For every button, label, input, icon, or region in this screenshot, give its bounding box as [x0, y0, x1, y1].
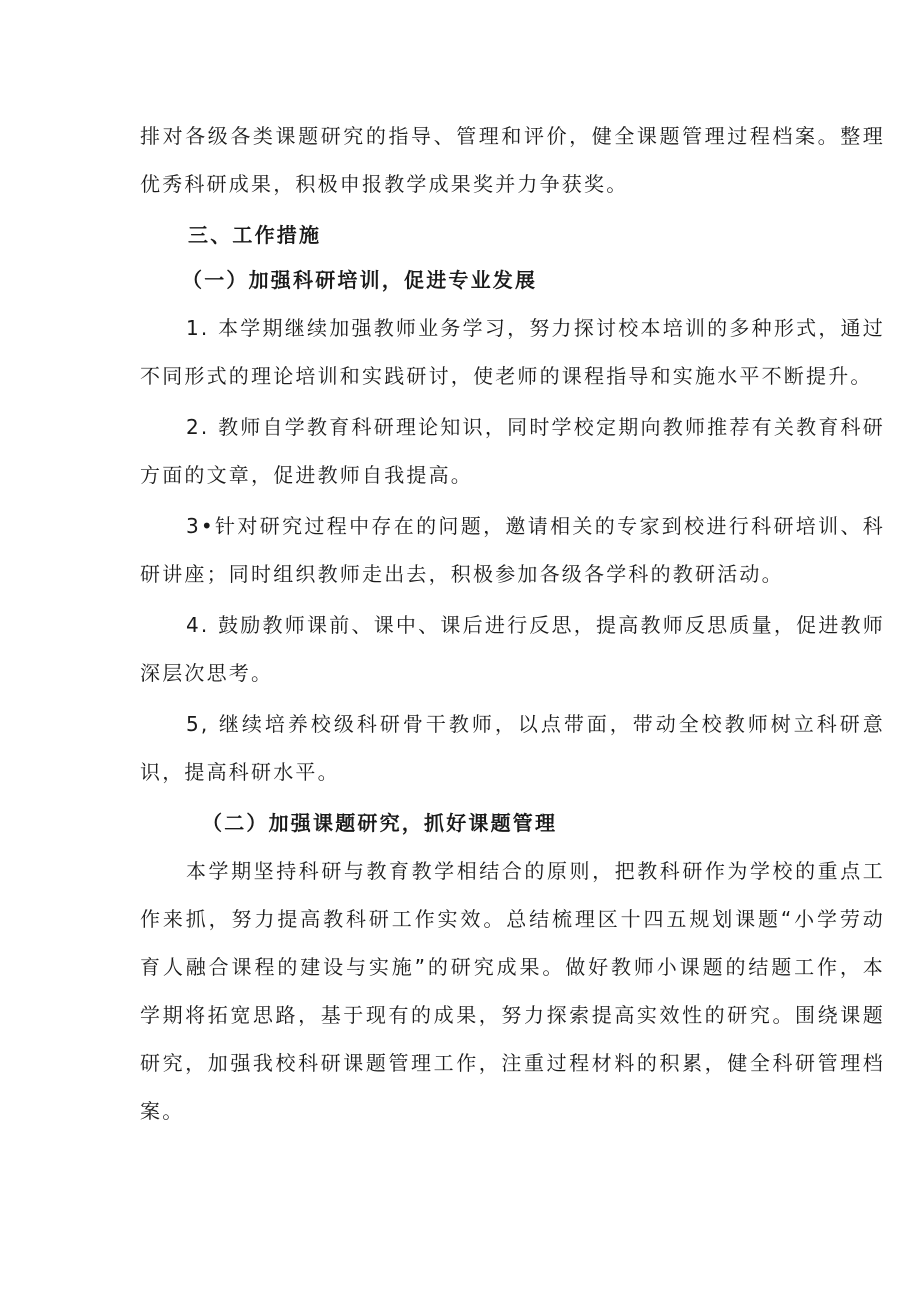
subsection-heading-1: （一）加强科研培训，促进专业发展	[182, 268, 538, 292]
list-item-4: 4. 鼓励教师课前、课中、课后进行反思，提高教师反思质量，促进教师深层次思考。	[140, 613, 885, 685]
subsection-heading-2: （二）加强课题研究，抓好课题管理	[202, 811, 558, 835]
subsection-2-paragraph: 本学期坚持科研与教育教学相结合的原则，把教科研作为学校的重点工作来抓，努力提高教科研工作实效。总结梳理区十四五规划课题“小学劳动育人融合课程的建设与实施”的研究成果。做好教师小课题的结题工作，本学期将拓宽思路，基于现有的成果，努力探索提高实效性的研究。围绕课题研究，加强我校科研课题管理工作，注重过程材料的积累，健全科研管理档案。	[140, 859, 885, 1123]
list-item-3: 3•针对研究过程中存在的问题，邀请相关的专家到校进行科研培训、科研讲座；同时组织教师走出去，积极参加各级各学科的教研活动。	[140, 514, 885, 586]
list-item-1: 1. 本学期继续加强教师业务学习，努力探讨校本培训的多种形式，通过不同形式的理论培训和实践研讨，使老师的课程指导和实施水平不断提升。	[140, 316, 885, 388]
section-heading: 三、工作措施	[188, 223, 322, 247]
document-page	[140, 112, 885, 1135]
continued-paragraph: 排对各级各类课题研究的指导、管理和评价，健全课题管理过程档案。整理优秀科研成果，积极申报教学成果奖并力争获奖。	[140, 124, 885, 196]
list-item-2: 2. 教师自学教育科研理论知识，同时学校定期向教师推荐有关教育科研方面的文章，促进教师自我提高。	[140, 415, 885, 487]
list-item-5: 5, 继续培养校级科研骨干教师，以点带面，带动全校教师树立科研意识，提高科研水平。	[140, 712, 885, 784]
